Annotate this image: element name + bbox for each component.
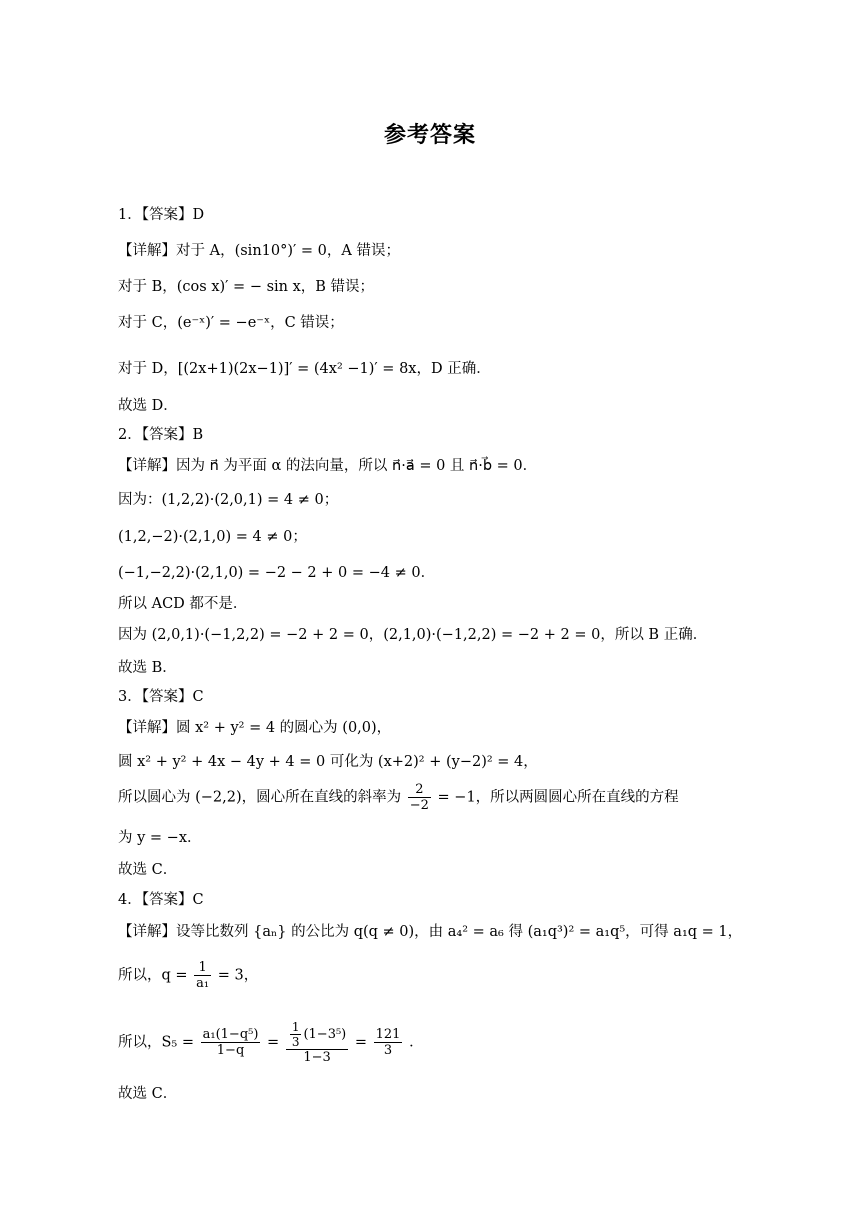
q4-s5-before: 所以，S₅ = (118, 1034, 195, 1051)
q4-s5-fraction-1 (201, 1027, 261, 1058)
q1-detail-b: 对于 B，(cos x)′ = − sin x，B 错误； (118, 279, 375, 295)
q4-answer: 4．【答案】C (118, 892, 204, 908)
q4-s5-eq1: = (267, 1034, 280, 1051)
q4-detail-q (118, 960, 748, 991)
q4-s5-inner-after: (1−3⁵) (303, 1027, 347, 1042)
q3-slope-num: 2 (408, 782, 431, 798)
q4-conclusion: 故选 C． (118, 1086, 178, 1102)
q3-detail-line: 为 y = −x． (118, 830, 202, 846)
q1-conclusion: 故选 D． (118, 398, 178, 414)
q3-conclusion: 故选 C． (118, 862, 178, 878)
q4-s5-inner-num: 1 (291, 1020, 300, 1034)
page-title: 参考答案 (383, 123, 476, 148)
q1-detail-a: 【详解】对于 A，(sin10°)′ = 0，A 错误； (118, 243, 400, 259)
q4-s5-fraction-3 (374, 1027, 403, 1058)
q4-s5-f3-den: 3 (383, 1043, 393, 1058)
q4-s5-f3-num: 121 (375, 1027, 401, 1042)
q4-s5-f2-num (286, 1020, 348, 1050)
q2-conclusion: 故选 B． (118, 660, 177, 676)
q3-detail-circle2: 圆 x² + y² + 4x − 4y + 4 = 0 可化为 (x+2)² + (y−2)² = 4， (118, 754, 538, 770)
q4-s5-f1-num: a₁(1−q⁵) (202, 1027, 259, 1042)
q4-q-den: a₁ (196, 976, 210, 991)
q3-detail-circle1: 【详解】圆 x² + y² = 4 的圆心为 (0,0)， (118, 720, 392, 736)
q2-option-b: 因为 (2,0,1)·(−1,2,2) = −2 + 2 = 0，(2,1,0)·(−1,2,2) = −2 + 2 = 0，所以 B 正确． (118, 627, 708, 643)
q4-detail-intro: 【详解】设等比数列 {aₙ} 的公比为 q(q ≠ 0)，由 a₄² = a₆ 得 (a₁q³)² = a₁q⁵，可得 a₁q = 1， (118, 924, 743, 940)
q4-s5-inner-fraction (290, 1020, 302, 1049)
q4-q-num: 1 (194, 960, 211, 976)
q4-s5-inner-den: 3 (291, 1035, 300, 1049)
q2-option-a: 因为：(1,2,2)·(2,0,1) = 4 ≠ 0； (118, 492, 339, 508)
q4-q-fraction (194, 960, 211, 991)
q3-detail-slope (118, 782, 748, 813)
q3-slope-den: −2 (409, 798, 429, 813)
q2-detail-intro: 【详解】因为 n⃗ 为平面 α 的法向量，所以 n⃗·a⃗ = 0 且 n⃗·b⃗ = 0． (118, 458, 538, 474)
q3-answer: 3．【答案】C (118, 689, 204, 705)
q4-s5-f1-den: 1−q (216, 1043, 245, 1058)
q2-not-acd: 所以 ACD 都不是． (118, 596, 248, 612)
q2-answer: 2．【答案】B (118, 427, 204, 443)
q1-detail-d: 对于 D，[(2x+1)(2x−1)]′ = (4x² −1)′ = 8x，D 正确． (118, 361, 491, 377)
q3-slope-fraction (408, 782, 431, 813)
q4-s5-fraction-2 (286, 1020, 348, 1065)
q3-slope-after: = −1，所以两圆圆心所在直线的方程 (437, 789, 679, 806)
q2-option-c: (1,2,−2)·(2,1,0) = 4 ≠ 0； (118, 529, 307, 545)
q4-s5-eq2: = (354, 1034, 368, 1051)
q4-s5-f2-den: 1−3 (303, 1050, 331, 1065)
q1-answer: 1．【答案】D (118, 207, 205, 223)
q3-slope-before: 所以圆心为 (−2,2)，圆心所在直线的斜率为 (118, 789, 402, 806)
q4-s5-after: ． (409, 1034, 424, 1051)
q4-detail-s5 (118, 1020, 748, 1065)
q4-q-before: 所以，q = (118, 967, 188, 984)
q4-q-after: = 3， (217, 967, 259, 984)
q1-detail-c: 对于 C，(e⁻ˣ)′ = −e⁻ˣ，C 错误； (118, 315, 344, 331)
q2-option-d: (−1,−2,2)·(2,1,0) = −2 − 2 + 0 = −4 ≠ 0． (118, 565, 436, 581)
